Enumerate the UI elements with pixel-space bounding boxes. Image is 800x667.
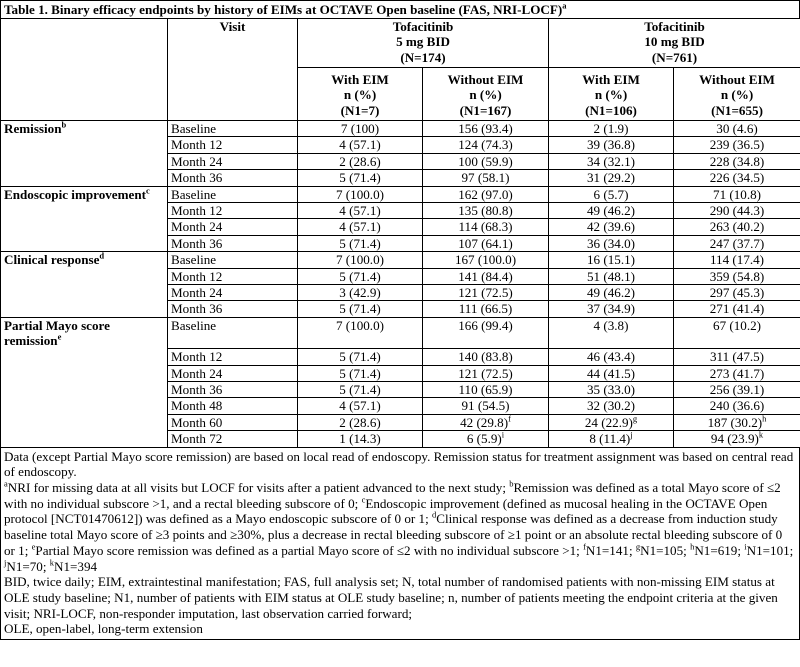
header-group-1 xyxy=(298,19,549,68)
value-cell xyxy=(674,235,800,251)
value-text: 167 (100.0) xyxy=(454,252,517,268)
header-group-2 xyxy=(549,19,800,68)
endpoint-footnote-mark: e xyxy=(57,331,62,342)
value-text: 24 (22.9) xyxy=(584,414,633,430)
visit-cell: Month 24 xyxy=(168,285,298,301)
value-text: 256 (39.1) xyxy=(709,382,765,397)
visit-cell: Month 60 xyxy=(168,414,298,430)
value-cell xyxy=(423,431,549,447)
value-cell xyxy=(298,382,423,398)
value-cell xyxy=(423,414,549,430)
header-subcol-1-line1: With EIM xyxy=(331,72,389,87)
value-cell xyxy=(298,153,423,169)
value-cell xyxy=(423,365,549,381)
endpoint-label-blank xyxy=(1,203,168,219)
value-cell xyxy=(298,121,423,137)
value-text: 114 (68.3) xyxy=(458,219,513,235)
footnote-text: Partial Mayo score remission was defined as a partial Mayo score of ≤2 with no individual subscore >1; xyxy=(35,542,584,558)
endpoint-label-blank xyxy=(1,301,168,317)
table-row xyxy=(1,252,800,268)
visit-cell: Baseline xyxy=(168,252,298,268)
value-text: 37 (34.9) xyxy=(587,301,636,317)
value-text: 311 (47.5) xyxy=(709,349,765,365)
value-cell xyxy=(298,203,423,219)
value-cell xyxy=(674,365,800,381)
header-visit-blank xyxy=(168,68,298,121)
header-blank-cell-2 xyxy=(1,68,168,121)
endpoint-label-blank xyxy=(1,268,168,284)
value-cell xyxy=(423,121,549,137)
footnote-mark: d xyxy=(432,510,437,521)
visit-cell: Month 12 xyxy=(168,268,298,284)
value-cell xyxy=(674,382,800,398)
table-row xyxy=(1,365,800,381)
value-text: 7 (100) xyxy=(340,121,380,136)
table-row xyxy=(1,137,800,153)
footnote-mark: k xyxy=(49,557,55,568)
value-text: 4 (57.1) xyxy=(339,203,381,219)
value-text: 110 (65.9) xyxy=(458,382,513,397)
footnote-text: NRI for missing data at all visits but LOCF for visits after a patient advanced to the next study; xyxy=(7,480,510,496)
value-cell xyxy=(549,365,674,381)
value-cell xyxy=(423,301,549,317)
endpoint-label xyxy=(1,121,168,137)
visit-cell: Month 24 xyxy=(168,365,298,381)
value-text: 97 (58.1) xyxy=(461,170,510,186)
value-text: 263 (40.2) xyxy=(709,219,765,235)
value-text: 91 (54.5) xyxy=(461,398,510,414)
value-text: 107 (64.1) xyxy=(458,235,513,251)
endpoint-name: Clinical response xyxy=(4,252,100,268)
table-row xyxy=(1,170,800,186)
header-subcol-3-line3: (N1=106) xyxy=(585,102,637,118)
value-text: 7 (100.0) xyxy=(335,252,384,268)
footnote-abbreviations-cont: OLE, open-label, long-term extension xyxy=(4,621,203,637)
endpoint-name: Partial Mayo score remission xyxy=(4,317,110,349)
table-row xyxy=(1,268,800,284)
value-text: 4 (3.8) xyxy=(593,317,629,333)
value-cell xyxy=(674,268,800,284)
value-cell xyxy=(674,121,800,137)
footnote-mark: h xyxy=(690,541,695,552)
value-text: 4 (57.1) xyxy=(339,219,381,235)
footnote-mark: i xyxy=(744,541,747,552)
value-cell xyxy=(549,121,674,137)
visit-cell: Month 36 xyxy=(168,170,298,186)
value-cell xyxy=(298,301,423,317)
value-cell xyxy=(423,252,549,268)
header-subcol-2-line2: n (%) xyxy=(469,87,502,103)
value-text: 5 (71.4) xyxy=(339,365,381,381)
footnote-text: Clinical response was defined as a decrease from induction study baseline total Mayo score of ≥3 points and ≥30%, plus a decrease in rectal bleeding subscore of ≥1 point or an absolute rectal bleeding subscore of 0 or 1; xyxy=(4,511,783,558)
footnote-text: N1=394 xyxy=(54,558,98,574)
value-text: 228 (34.8) xyxy=(709,153,765,169)
visit-cell: Baseline xyxy=(168,121,298,137)
value-text: 6 (5.7) xyxy=(593,186,629,202)
value-text: 1 (14.3) xyxy=(339,431,381,447)
value-cell xyxy=(549,252,674,268)
value-text: 140 (83.8) xyxy=(458,349,513,365)
table-row xyxy=(1,382,800,398)
value-text: 44 (41.5) xyxy=(587,365,636,381)
table-row xyxy=(1,203,800,219)
table-row xyxy=(1,219,800,235)
value-text: 5 (71.4) xyxy=(339,382,381,397)
header-subcol-2-line1: Without EIM xyxy=(447,72,524,87)
endpoint-label-blank xyxy=(1,414,168,430)
value-cell xyxy=(549,414,674,430)
value-cell xyxy=(674,301,800,317)
value-cell xyxy=(549,219,674,235)
value-text: 34 (32.1) xyxy=(587,153,636,169)
value-cell xyxy=(674,398,800,414)
value-text: 290 (44.3) xyxy=(709,203,765,219)
value-cell xyxy=(549,349,674,365)
value-cell xyxy=(549,268,674,284)
value-footnote-mark: j xyxy=(630,429,633,440)
table-row xyxy=(1,414,800,430)
value-text: 31 (29.2) xyxy=(587,170,636,186)
value-cell xyxy=(674,170,800,186)
footnote-text: N1=141; xyxy=(585,542,636,558)
header-blank-cell xyxy=(1,19,168,68)
value-cell xyxy=(423,317,549,348)
table-row xyxy=(1,285,800,301)
value-text: 94 (23.9) xyxy=(710,431,759,447)
visit-cell: Month 24 xyxy=(168,153,298,169)
value-text: 16 (15.1) xyxy=(587,252,636,268)
value-cell xyxy=(549,170,674,186)
value-cell xyxy=(298,137,423,153)
value-text: 7 (100.0) xyxy=(335,186,384,202)
value-cell xyxy=(549,203,674,219)
table-row xyxy=(1,349,800,365)
table-caption xyxy=(0,0,800,18)
footnote-text: Endoscopic improvement (defined as mucosal healing in the OCTAVE Open protocol [NCT01470612]) was defined as a Mayo endoscopic subscore of 0 or 1; xyxy=(4,495,768,527)
value-text: 7 (100.0) xyxy=(335,317,384,333)
visit-cell: Month 12 xyxy=(168,349,298,365)
value-cell xyxy=(423,137,549,153)
footnote-abbreviations: BID, twice daily; EIM, extraintestinal manifestation; FAS, full analysis set; N, total number of randomised patients with non-missing EIM status at OLE study baseline; N1, number of patients with EIM status at OLE study baseline; n, number of patients meeting the endpoint criteria at the given visit; NRI-LOCF, non-responder imputation, last observation carried forward; xyxy=(4,574,778,621)
header-subcol-1 xyxy=(298,68,423,121)
value-text: 42 (39.6) xyxy=(587,219,636,235)
value-footnote-mark: h xyxy=(762,413,767,424)
value-cell xyxy=(298,317,423,348)
value-footnote-mark: f xyxy=(508,413,511,424)
value-text: 2 (28.6) xyxy=(339,153,381,169)
value-text: 8 (11.4) xyxy=(589,431,631,447)
footnote-intro: Data (except Partial Mayo score remission) are based on local read of endoscopy. Remission status for treatment assignment was based on central read of endoscopy. xyxy=(4,448,794,480)
endpoint-label-blank xyxy=(1,365,168,381)
value-text: 5 (71.4) xyxy=(339,268,381,284)
endpoint-label-blank xyxy=(1,382,168,398)
value-cell xyxy=(674,219,800,235)
visit-cell: Month 12 xyxy=(168,203,298,219)
value-cell xyxy=(423,186,549,202)
value-cell xyxy=(549,137,674,153)
value-footnote-mark: g xyxy=(632,413,638,424)
header-subcol-3-line1: With EIM xyxy=(582,72,640,87)
endpoint-name: Endoscopic improvement xyxy=(4,186,146,202)
endpoint-label-blank xyxy=(1,170,168,186)
header-subcol-3 xyxy=(549,68,674,121)
table-row xyxy=(1,301,800,317)
value-footnote-mark: i xyxy=(501,429,505,440)
value-text: 30 (4.6) xyxy=(716,121,758,136)
value-text: 111 (66.5) xyxy=(458,301,513,317)
value-text: 359 (54.8) xyxy=(709,268,765,284)
endpoint-footnote-mark: c xyxy=(145,185,150,196)
value-cell xyxy=(674,186,800,202)
value-text: 240 (36.6) xyxy=(709,398,765,414)
header-subcol-1-line2: n (%) xyxy=(343,87,377,103)
table-row xyxy=(1,121,800,137)
header-subcol-4-line2: n (%) xyxy=(720,87,754,103)
visit-cell: Month 72 xyxy=(168,431,298,447)
value-cell xyxy=(549,431,674,447)
value-cell xyxy=(549,186,674,202)
footnote-mark: f xyxy=(583,541,586,552)
endpoint-name: Remission xyxy=(4,121,62,136)
header-subcol-2 xyxy=(423,68,549,121)
endpoint-label-blank xyxy=(1,153,168,169)
value-text: 121 (72.5) xyxy=(458,365,513,381)
header-group-1-line1: Tofacitinib xyxy=(392,19,454,34)
value-text: 2 (28.6) xyxy=(339,414,381,430)
value-text: 32 (30.2) xyxy=(587,398,636,414)
value-footnote-mark: k xyxy=(758,429,764,440)
value-text: 239 (36.5) xyxy=(709,137,765,153)
header-subcol-4 xyxy=(674,68,800,121)
footnote-text: N1=70; xyxy=(6,558,50,574)
value-cell xyxy=(298,398,423,414)
value-cell xyxy=(549,317,674,348)
visit-cell: Baseline xyxy=(168,186,298,202)
table-title: Table 1. Binary efficacy endpoints by history of EIMs at OCTAVE Open baseline (FAS, NRI-LOCF) xyxy=(4,2,563,17)
value-text: 226 (34.5) xyxy=(709,170,765,186)
value-text: 135 (80.8) xyxy=(458,203,513,219)
endpoint-label xyxy=(1,186,168,202)
header-subcol-4-line3: (N1=655) xyxy=(711,102,763,118)
value-text: 2 (1.9) xyxy=(593,121,629,136)
value-text: 100 (59.9) xyxy=(458,153,513,169)
table-row xyxy=(1,398,800,414)
header-subcol-1-line3: (N1=7) xyxy=(340,102,380,118)
footnote-text: N1=101; xyxy=(746,542,794,558)
endpoint-footnote-mark: d xyxy=(99,250,105,261)
table-row xyxy=(1,235,800,251)
visit-cell: Month 36 xyxy=(168,301,298,317)
visit-cell: Month 24 xyxy=(168,219,298,235)
footnote-mark: a xyxy=(4,478,8,489)
table-row xyxy=(1,431,800,447)
value-cell xyxy=(549,382,674,398)
value-cell xyxy=(423,268,549,284)
header-group-2-line2: 10 mg BID xyxy=(644,34,705,50)
footnote-mark: b xyxy=(509,478,514,489)
value-cell xyxy=(674,153,800,169)
table-row xyxy=(1,186,800,202)
visit-cell: Month 12 xyxy=(168,137,298,153)
visit-cell: Month 48 xyxy=(168,398,298,414)
value-text: 4 (57.1) xyxy=(339,398,381,414)
value-text: 49 (46.2) xyxy=(587,285,636,301)
value-cell xyxy=(549,285,674,301)
footnote-mark: j xyxy=(4,557,7,568)
value-text: 39 (36.8) xyxy=(587,137,636,153)
footnote-text: Remission was defined as a total Mayo score of ≤2 with no individual subscore >1, and a rectal bleeding subscore of 0; xyxy=(4,480,781,511)
endpoint-label-blank xyxy=(1,431,168,447)
value-cell xyxy=(423,398,549,414)
value-text: 4 (57.1) xyxy=(339,137,381,153)
value-text: 124 (74.3) xyxy=(458,137,513,153)
value-cell xyxy=(423,382,549,398)
value-text: 5 (71.4) xyxy=(339,235,381,251)
value-cell xyxy=(298,219,423,235)
header-visit: Visit xyxy=(168,19,298,68)
value-text: 42 (29.8) xyxy=(460,414,509,430)
value-cell xyxy=(674,349,800,365)
value-text: 5 (71.4) xyxy=(339,349,381,365)
value-text: 297 (45.3) xyxy=(709,285,765,301)
value-cell xyxy=(674,317,800,348)
value-text: 67 (10.2) xyxy=(713,317,762,333)
endpoint-label-blank xyxy=(1,219,168,235)
value-text: 141 (84.4) xyxy=(458,268,513,284)
value-text: 6 (5.9) xyxy=(466,431,502,447)
value-cell xyxy=(298,414,423,430)
value-text: 273 (41.7) xyxy=(709,365,765,381)
endpoint-label xyxy=(1,317,168,348)
visit-cell: Month 36 xyxy=(168,235,298,251)
footnote-text: N1=105; xyxy=(640,542,691,558)
value-cell xyxy=(674,431,800,447)
value-cell xyxy=(298,268,423,284)
value-cell xyxy=(674,203,800,219)
endpoint-footnote-mark: b xyxy=(61,119,67,130)
value-text: 114 (17.4) xyxy=(709,252,765,268)
value-cell xyxy=(423,170,549,186)
value-text: 162 (97.0) xyxy=(458,186,513,202)
header-group-1-line3: (N=174) xyxy=(400,49,446,65)
value-cell xyxy=(674,414,800,430)
value-text: 5 (71.4) xyxy=(339,170,381,186)
value-cell xyxy=(298,349,423,365)
table-row xyxy=(1,317,800,348)
value-cell xyxy=(549,235,674,251)
footnote-definitions xyxy=(4,480,796,574)
table-title-footnote-mark: a xyxy=(562,0,567,11)
footnote-mark: e xyxy=(31,541,36,552)
value-cell xyxy=(298,235,423,251)
value-cell xyxy=(549,398,674,414)
value-text: 51 (48.1) xyxy=(587,268,636,284)
header-row-groups xyxy=(1,19,800,68)
value-text: 36 (34.0) xyxy=(587,235,636,251)
footnote-mark: g xyxy=(635,541,641,552)
value-cell xyxy=(298,365,423,381)
value-cell xyxy=(423,219,549,235)
value-text: 247 (37.7) xyxy=(709,235,765,251)
value-cell xyxy=(423,285,549,301)
header-row-subcols xyxy=(1,68,800,121)
table-row xyxy=(1,153,800,169)
value-cell xyxy=(298,170,423,186)
value-text: 5 (71.4) xyxy=(339,301,381,317)
value-text: 49 (46.2) xyxy=(587,203,636,219)
value-text: 46 (43.4) xyxy=(587,349,636,365)
endpoint-label-blank xyxy=(1,137,168,153)
value-cell xyxy=(674,252,800,268)
endpoint-label-blank xyxy=(1,398,168,414)
header-subcol-4-line1: Without EIM xyxy=(699,72,775,87)
endpoint-label-blank xyxy=(1,349,168,365)
efficacy-table xyxy=(0,18,800,448)
endpoint-label-blank xyxy=(1,235,168,251)
header-group-2-line1: Tofacitinib xyxy=(644,19,705,34)
header-group-2-line3: (N=761) xyxy=(651,49,698,65)
footnote-text: N1=619; xyxy=(694,542,745,558)
value-text: 271 (41.4) xyxy=(709,301,765,317)
value-cell xyxy=(298,252,423,268)
endpoint-label xyxy=(1,252,168,268)
value-cell xyxy=(674,137,800,153)
visit-cell: Month 36 xyxy=(168,382,298,398)
value-cell xyxy=(549,301,674,317)
value-cell xyxy=(298,186,423,202)
value-text: 166 (99.4) xyxy=(458,317,513,333)
value-text: 187 (30.2) xyxy=(707,414,763,430)
header-subcol-3-line2: n (%) xyxy=(594,87,628,103)
header-subcol-2-line3: (N1=167) xyxy=(459,102,512,118)
value-cell xyxy=(423,203,549,219)
value-cell xyxy=(298,431,423,447)
value-cell xyxy=(549,153,674,169)
value-cell xyxy=(423,153,549,169)
value-text: 121 (72.5) xyxy=(458,285,513,301)
value-text: 156 (93.4) xyxy=(458,121,513,136)
value-cell xyxy=(423,235,549,251)
visit-cell: Baseline xyxy=(168,317,298,348)
value-cell xyxy=(298,285,423,301)
endpoint-label-blank xyxy=(1,285,168,301)
header-group-1-line2: 5 mg BID xyxy=(396,34,450,50)
value-cell xyxy=(674,285,800,301)
footnote-mark: c xyxy=(361,494,366,505)
value-text: 35 (33.0) xyxy=(587,382,636,397)
value-text: 3 (42.9) xyxy=(339,285,381,301)
table-footnotes xyxy=(0,448,800,640)
value-cell xyxy=(423,349,549,365)
value-text: 71 (10.8) xyxy=(713,186,762,202)
